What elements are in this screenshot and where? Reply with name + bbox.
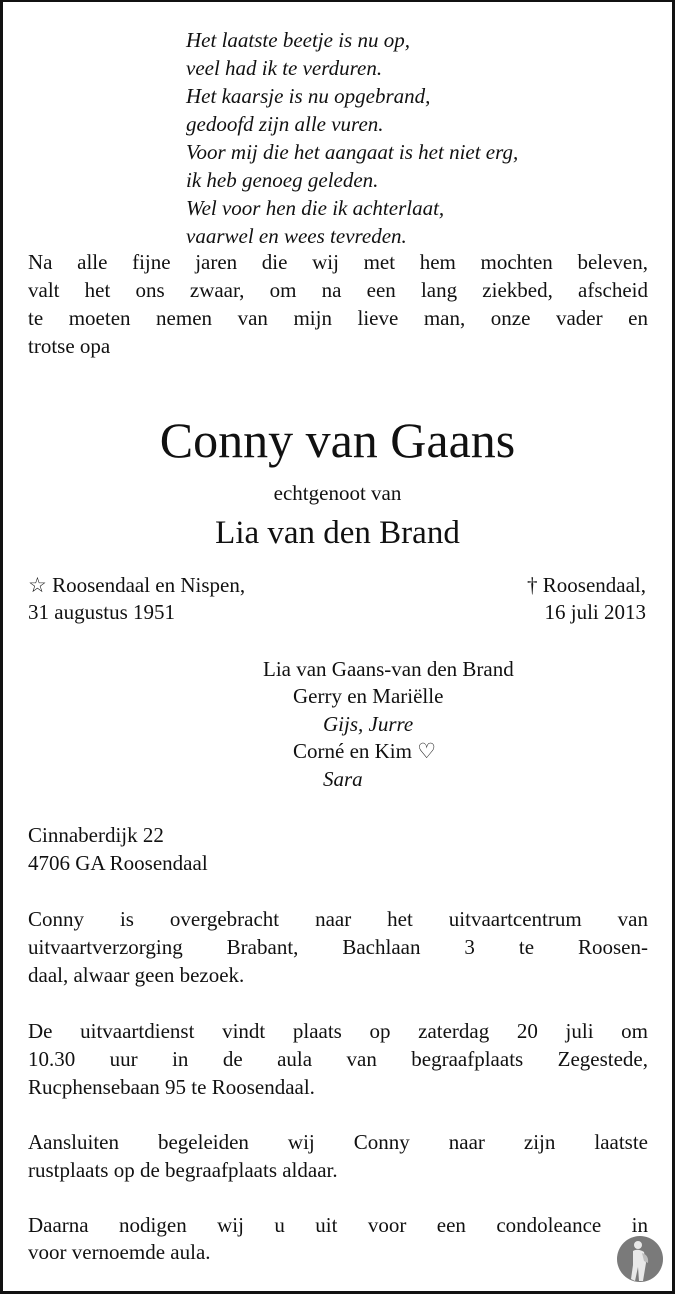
- text-line: voor vernoemde aula.: [28, 1240, 211, 1264]
- relation-text: echtgenoot van: [273, 481, 402, 505]
- death-place: [527, 571, 646, 599]
- poem-line: veel had ik te verduren.: [186, 56, 383, 80]
- text-line: daal, alwaar geen bezoek.: [28, 963, 245, 987]
- text-line: trotse opa: [28, 334, 111, 358]
- birth-date: 31 augustus 1951: [28, 600, 175, 624]
- poem-line: ik heb genoeg geleden.: [186, 168, 379, 192]
- text-line: Conny is overgebracht naar het uitvaartcentrum van: [28, 907, 648, 931]
- poem-line: Voor mij die het aangaat is het niet erg,: [186, 140, 519, 164]
- death-date: 16 juli 2013: [544, 600, 646, 624]
- death-place-text: Roosendaal,: [542, 573, 646, 597]
- text-line: rustplaats op de begraafplaats aldaar.: [28, 1158, 338, 1182]
- family-spouse: Lia van Gaans-van den Brand: [263, 657, 514, 681]
- text-line: 10.30 uur in de aula van begraafplaats Zegestede,: [28, 1047, 648, 1071]
- text-line: Rucphensebaan 95 te Roosendaal.: [28, 1075, 315, 1099]
- poem-line: gedoofd zijn alle vuren.: [186, 112, 384, 136]
- address-city: 4706 GA Roosendaal: [28, 851, 208, 875]
- deceased-name: Conny van Gaans: [159, 412, 516, 468]
- family-child: Gerry en Mariëlle: [293, 684, 444, 708]
- poem-line: Het laatste beetje is nu op,: [186, 28, 410, 52]
- embrace-logo-icon: [616, 1235, 664, 1283]
- poem-line: Wel voor hen die ik achterlaat,: [186, 196, 445, 220]
- text-line: valt het ons zwaar, om na een lang ziekbed, afscheid: [28, 278, 648, 302]
- poem-line: vaarwel en wees tevreden.: [186, 224, 407, 248]
- family-grandchildren: Gijs, Jurre: [323, 712, 414, 736]
- text-line: Daarna nodigen wij u uit voor een condoleance in: [28, 1213, 648, 1237]
- cross-icon: †: [527, 573, 538, 597]
- text-line: uitvaartverzorging Brabant, Bachlaan 3 te Roosen-: [28, 935, 648, 959]
- poem-line: Het kaarsje is nu opgebrand,: [186, 84, 431, 108]
- text-line: Aansluiten begeleiden wij Conny naar zijn laatste: [28, 1130, 648, 1154]
- family-child: Corné en Kim ♡: [293, 739, 437, 763]
- text-line: te moeten nemen van mijn lieve man, onze vader en: [28, 306, 648, 330]
- text-line: Na alle fijne jaren die wij met hem mochten beleven,: [28, 250, 648, 274]
- birth-place: [28, 571, 245, 599]
- spouse-name: Lia van den Brand: [215, 515, 460, 551]
- address-street: Cinnaberdijk 22: [28, 823, 164, 847]
- text-line: De uitvaartdienst vindt plaats op zaterdag 20 juli om: [28, 1019, 648, 1043]
- family-grandchildren: Sara: [323, 767, 363, 791]
- birth-place-text: Roosendaal en Nispen,: [52, 573, 246, 597]
- star-icon: ☆: [28, 573, 47, 597]
